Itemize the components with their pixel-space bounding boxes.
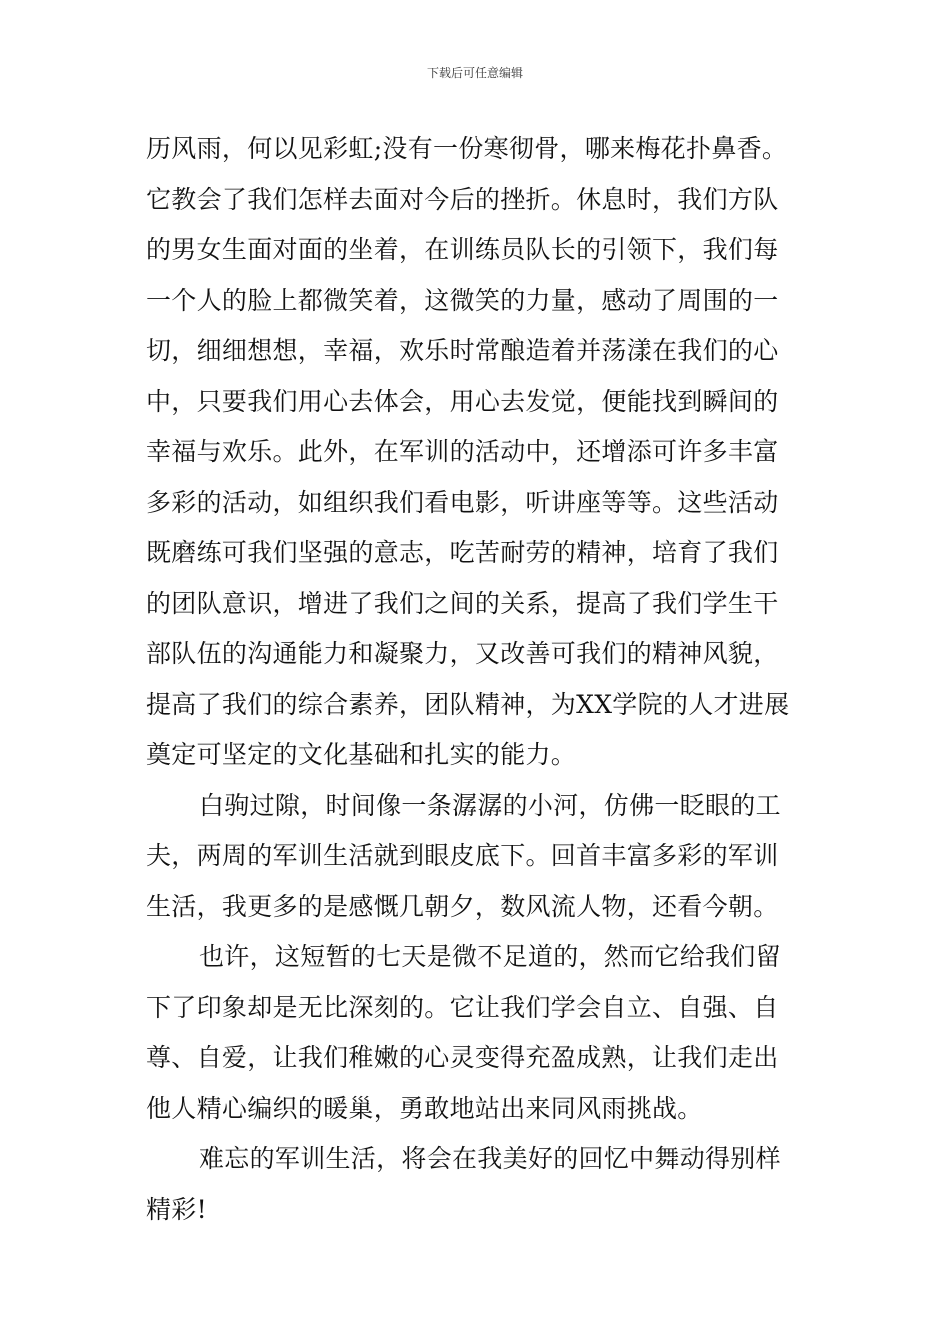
text-line: 下了印象却是无比深刻的。它让我们学会自立、自强、自 xyxy=(146,992,779,1022)
text-line: 一个人的脸上都微笑着，这微笑的力量，感动了周围的一 xyxy=(146,285,779,315)
text-line: 部队伍的沟通能力和凝聚力，又改善可我们的精神风貌， xyxy=(146,639,779,668)
paragraph-start-line: 白驹过隙，时间像一条潺潺的小河，仿佛一眨眼的工 xyxy=(199,790,781,820)
text-line: 生活，我更多的是感慨几朝夕，数风流人物，还看今朝。 xyxy=(146,891,779,921)
text-line: 它教会了我们怎样去面对今后的挫折。休息时，我们方队 xyxy=(146,184,779,214)
paragraph-start-line: 难忘的军训生活，将会在我美好的回忆中舞动得别样 xyxy=(199,1144,781,1173)
paragraph-start-line: 也许，这短暂的七天是微不足道的，然而它给我们留 xyxy=(199,942,781,971)
text-line: 精彩! xyxy=(146,1194,207,1224)
text-line: 历风雨，何以见彩虹;没有一份寒彻骨，哪来梅花扑鼻香。 xyxy=(146,134,788,163)
text-line: 既磨练可我们坚强的意志，吃苦耐劳的精神，培育了我们 xyxy=(146,538,779,567)
text-line: 提高了我们的综合素养，团队精神，为XX学院的人才进展 xyxy=(146,689,790,719)
text-line: 多彩的活动，如组织我们看电影，听讲座等等。这些活动 xyxy=(146,487,779,517)
page-header: 下载后可任意编辑 xyxy=(426,66,523,80)
text-line: 他人精心编织的暖巢，勇敢地站出来同风雨挑战。 xyxy=(146,1093,703,1123)
text-line: 夫，两周的军训生活就到眼皮底下。回首丰富多彩的军训 xyxy=(146,841,779,870)
text-line: 尊、自爱，让我们稚嫩的心灵变得充盈成熟，让我们走出 xyxy=(146,1043,779,1072)
text-line: 幸福与欢乐。此外，在军训的活动中，还增添可许多丰富 xyxy=(146,437,779,466)
text-line: 中，只要我们用心去体会，用心去发觉，便能找到瞬间的 xyxy=(146,386,779,416)
text-line: 的男女生面对面的坐着，在训练员队长的引领下，我们每 xyxy=(146,235,779,264)
document-body xyxy=(146,124,818,1235)
text-line: 的团队意识，增进了我们之间的关系，提高了我们学生干 xyxy=(146,588,779,618)
text-line: 奠定可坚定的文化基础和扎实的能力。 xyxy=(146,740,577,769)
text-line: 切，细细想想，幸福，欢乐时常酿造着并荡漾在我们的心 xyxy=(146,336,779,365)
